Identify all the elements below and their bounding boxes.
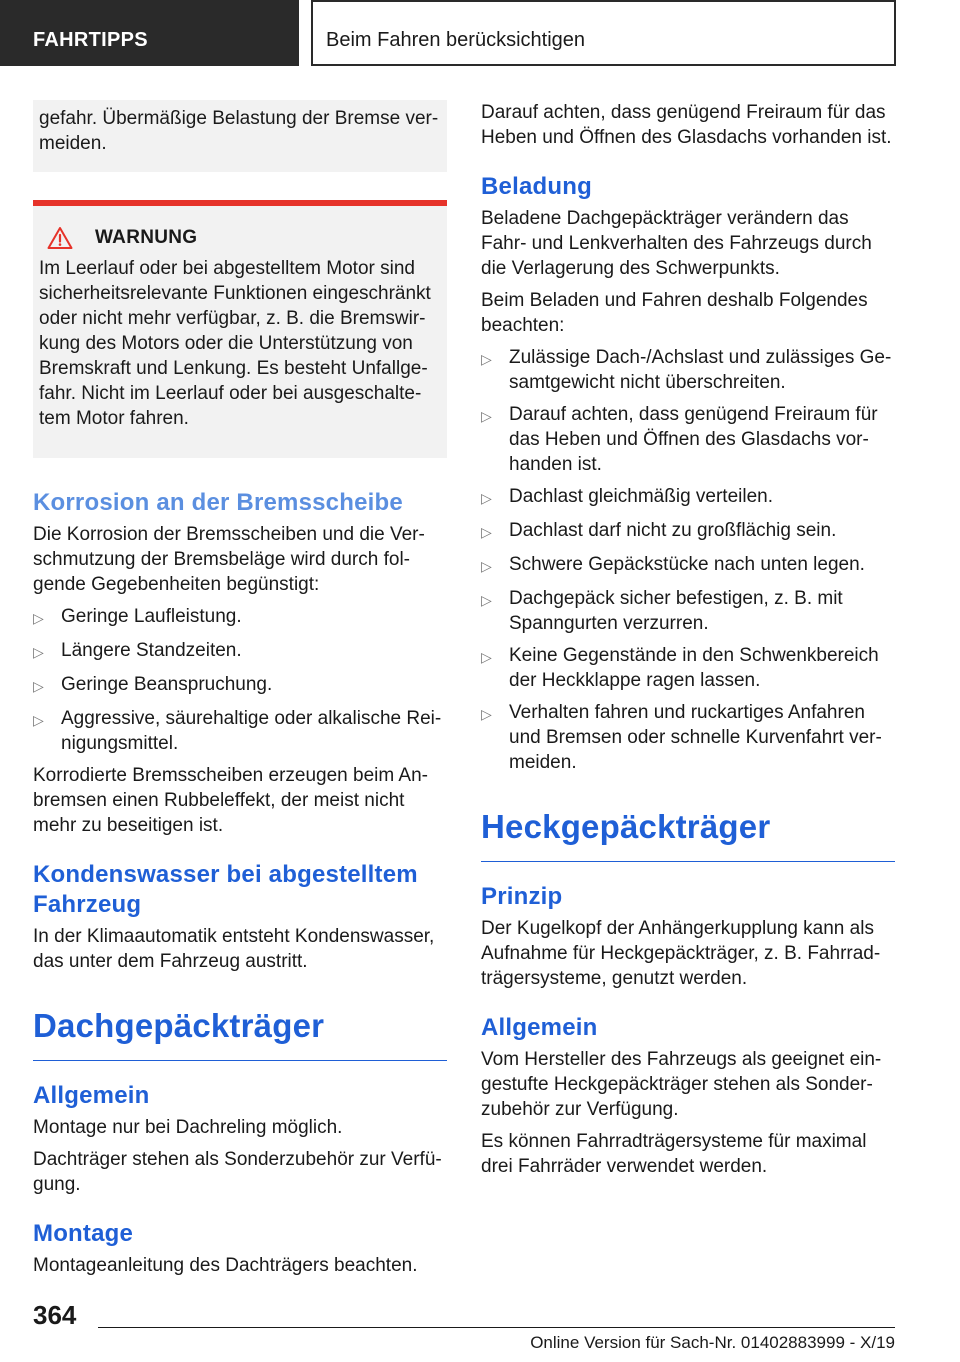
heading-heckgepaecktraeger: Heckgepäckträger	[481, 807, 895, 862]
page-footer	[0, 1290, 960, 1362]
right-column	[481, 100, 895, 1186]
bullet-triangle-icon: ▷	[481, 558, 492, 574]
bullet-triangle-icon: ▷	[33, 712, 44, 728]
warning-header	[47, 226, 439, 250]
bullet-triangle-icon: ▷	[481, 408, 492, 424]
heading-montage: Montage	[33, 1220, 134, 1247]
bullet-triangle-icon: ▷	[481, 524, 492, 540]
heading-allgemein: Allgemein	[33, 1082, 150, 1109]
continued-text: Darauf achten, dass genügend Freiraum für das Heben und Öffnen des Glasdachs vorhanden ist.	[481, 102, 892, 148]
beladung-list	[481, 345, 895, 775]
list-item: ▷ Geringe Beanspruchung.	[33, 672, 447, 699]
footer-version-text: Online Version für Sach-Nr. 01402883999 - X/19	[530, 1333, 895, 1352]
list-item: ▷ Verhalten fahren und ruckartiges Anfahren und Bremsen oder schnelle Kurvenfahrt ver‐meiden.	[481, 702, 882, 773]
list-item: ▷ Schwere Gepäckstücke nach unten legen.	[481, 552, 895, 579]
list-item: ▷ Dachgepäck sicher befestigen, z. B. mit Spanngurten verzurren.	[481, 588, 843, 634]
continued-note-text: gefahr. Übermäßige Belastung der Bremse ver‐meiden.	[39, 108, 439, 154]
kondenswasser-text: In der Klimaautomatik entsteht Kondenswasser, das unter dem Fahrzeug austritt.	[33, 926, 435, 972]
warning-title: WARNUNG	[95, 227, 198, 248]
page-number: 364	[33, 1300, 77, 1330]
bullet-triangle-icon: ▷	[33, 678, 44, 694]
bullet-triangle-icon: ▷	[481, 706, 492, 722]
beladung-text-1: Beladene Dachgepäckträger verändern das Fahr- und Lenkverhalten des Fahrzeugs durch die Verlagerung des Schwerpunkts.	[481, 208, 872, 279]
korrosion-intro: Die Korrosion der Bremsscheiben und die Ver‐schmutzung der Bremsbeläge wird durch fol‐gende Gegebenheiten begünstigt:	[33, 524, 425, 595]
list-item: ▷ Dachlast darf nicht zu großflächig sein.	[481, 518, 895, 545]
heading-allgemein-heck: Allgemein	[481, 1014, 598, 1041]
warning-triangle-icon	[47, 226, 73, 250]
heading-dachgepaecktraeger: Dachgepäckträger	[33, 1006, 447, 1061]
section-label: FAHRTIPPS	[0, 0, 299, 66]
heading-kondenswasser: Kondenswasser bei abgestelltem Fahrzeug	[33, 861, 418, 918]
montage-text: Montageanleitung des Dachträgers beachten.	[33, 1255, 418, 1276]
bullet-triangle-icon: ▷	[481, 649, 492, 665]
allgemein-heck-text-2: Es können Fahrradträgersysteme für maximal drei Fahrräder verwendet werden.	[481, 1131, 867, 1177]
footer-divider	[98, 1327, 895, 1328]
bullet-triangle-icon: ▷	[481, 490, 492, 506]
korrosion-list	[33, 604, 447, 756]
allgemein-heck-text-1: Vom Hersteller des Fahrzeugs als geeignet ein‐gestufte Heckgepäckträger stehen als Sonder‐zubehör zur Verfügung.	[481, 1049, 882, 1120]
warning-box	[33, 200, 447, 458]
continued-note-box	[33, 100, 447, 172]
bullet-triangle-icon: ▷	[481, 592, 492, 608]
list-item: ▷ Keine Gegenstände in den Schwenkbereich der Heckklappe ragen lassen.	[481, 645, 879, 691]
allgemein-text-1: Montage nur bei Dachreling möglich.	[33, 1117, 343, 1138]
korrosion-outro: Korrodierte Bremsscheiben erzeugen beim An‐bremsen einen Rubbeleffekt, der meist nicht mehr zu beseitigen ist.	[33, 765, 428, 836]
prinzip-text: Der Kugelkopf der Anhängerkupplung kann als Aufnahme für Heckgepäckträger, z. B. Fahrrad‐trägersysteme, genutzt werden.	[481, 918, 881, 989]
heading-prinzip: Prinzip	[481, 883, 563, 910]
heading-korrosion: Korrosion an der Bremsscheibe	[33, 489, 403, 516]
bullet-triangle-icon: ▷	[33, 644, 44, 660]
left-column	[33, 100, 447, 1285]
warning-text: Im Leerlauf oder bei abgestelltem Motor sind sicherheitsrelevante Funktionen eingeschränkt oder nicht mehr verfügbar, z. B. die Bremswir‐kung des Motors oder die Unterstützung von Bremskraft und Lenkung. Es besteht Unfallge‐fahr. Nicht im Leerlauf oder bei ausgeschalte‐tem Motor fahren.	[39, 258, 431, 429]
list-item: ▷ Längere Standzeiten.	[33, 638, 447, 665]
allgemein-text-2: Dachträger stehen als Sonderzubehör zur Verfü‐gung.	[33, 1149, 442, 1195]
bullet-triangle-icon: ▷	[481, 351, 492, 367]
list-item: ▷ Geringe Laufleistung.	[33, 604, 447, 631]
list-item: ▷ Darauf achten, dass genügend Freiraum für das Heben und Öffnen des Glasdachs vor‐handen ist.	[481, 404, 878, 475]
beladung-text-2: Beim Beladen und Fahren deshalb Folgendes beachten:	[481, 290, 868, 336]
heading-beladung: Beladung	[481, 173, 592, 200]
bullet-triangle-icon: ▷	[33, 610, 44, 626]
chapter-title-frame	[311, 0, 896, 66]
list-item: ▷ Aggressive, säurehaltige oder alkalische Rei‐nigungsmittel.	[33, 708, 442, 754]
chapter-title: Beim Fahren berücksichtigen	[313, 2, 894, 64]
page-header	[0, 0, 960, 66]
list-item: ▷ Dachlast gleichmäßig verteilen.	[481, 484, 895, 511]
list-item: ▷ Zulässige Dach-/Achslast und zulässiges Ge‐samtgewicht nicht überschreiten.	[481, 347, 892, 393]
